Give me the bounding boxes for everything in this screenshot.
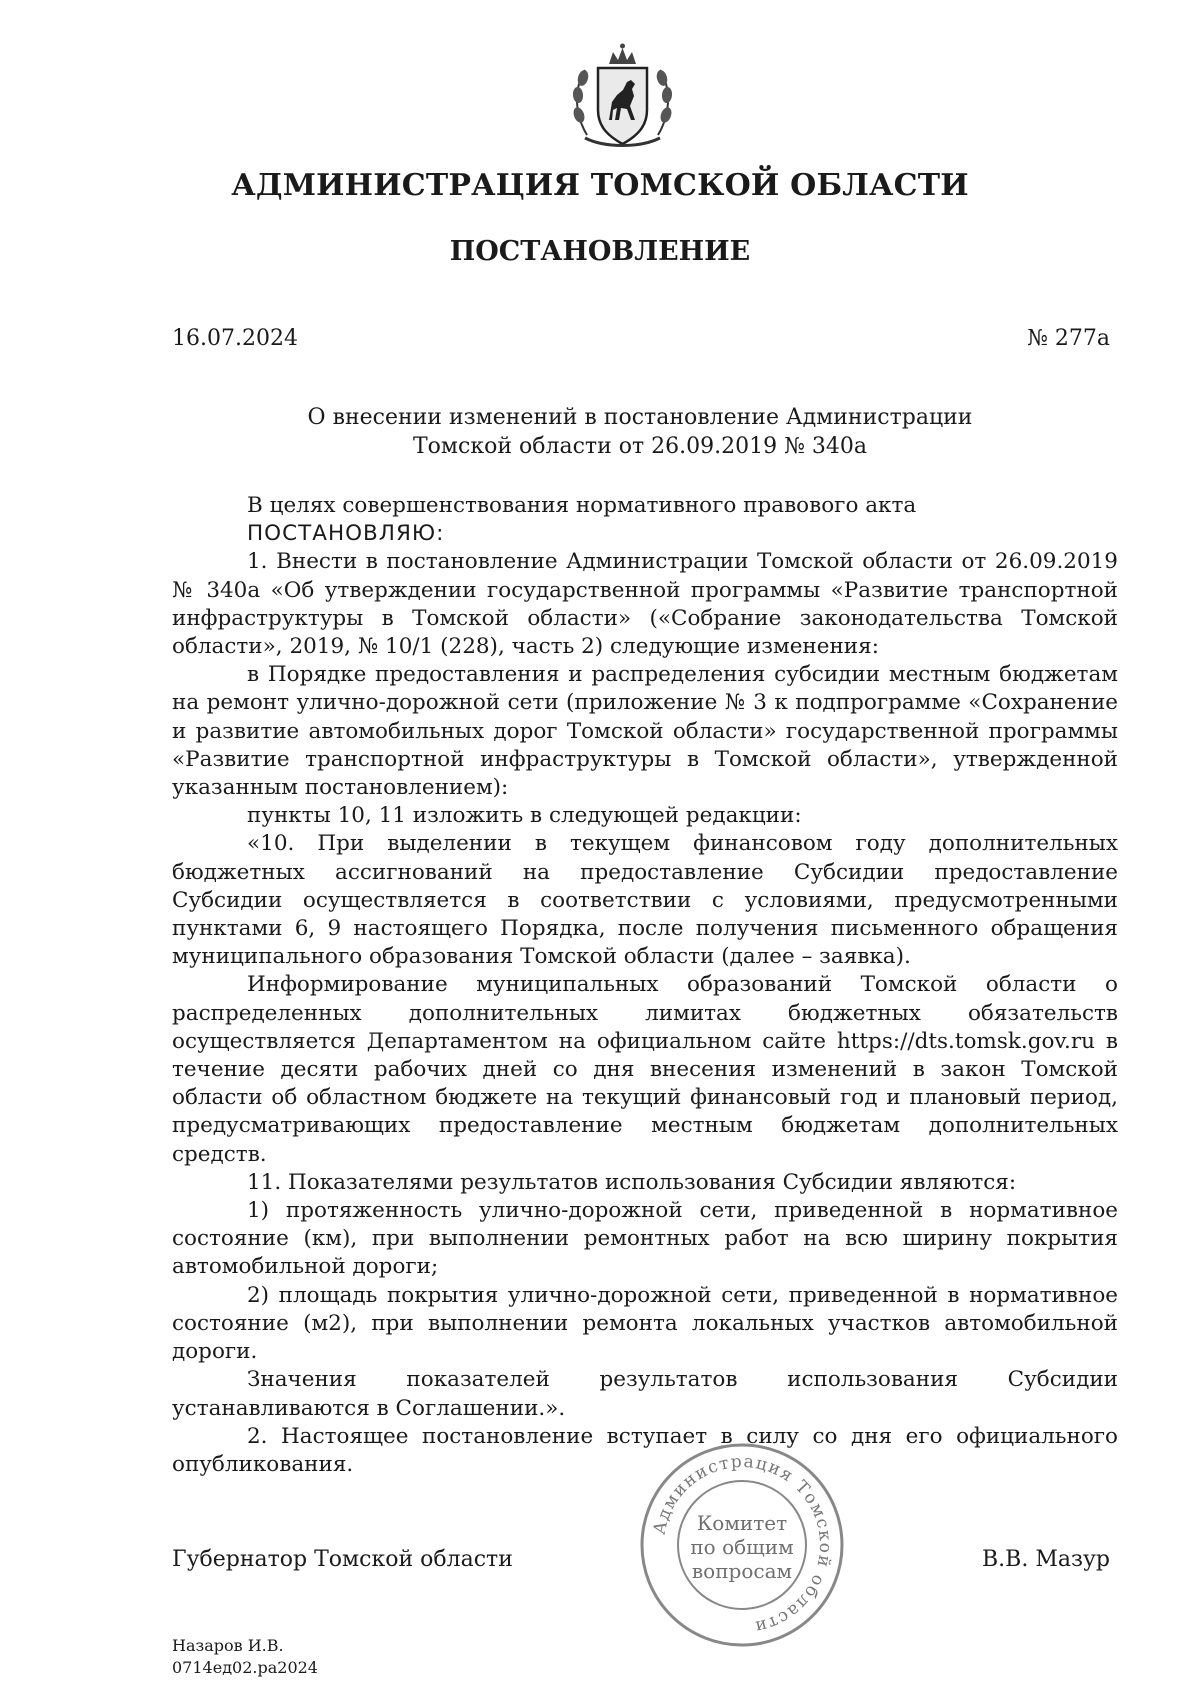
paragraph-7: 1) протяженность улично-дорожной сети, приведенной в нормативное состояние (км), при выполнении ремонтных работ на всю ширину покрытия автомобильной дороги;: [172, 1198, 1118, 1280]
decree-word: ПОСТАНОВЛЯЮ:: [247, 521, 445, 547]
document-title-line-2: Томской области от 26.09.2019 № 340а: [412, 434, 868, 459]
executor-code: 0714ед02.ра2024: [172, 1658, 318, 1677]
stamp-ring-text: Администрация Томской области: [649, 1451, 836, 1638]
paragraph-4: «10. При выделении в текущем финансовом году дополнительных бюджетных ассигнований на предоставление Субсидии предоставление Субсидии осуществляется в соответствии с условиями, предусмотренными пунктами 6, 9 настоящего Порядка, после получения письменного обращения муниципального образования Томской области (далее – заявка).: [172, 831, 1118, 970]
tomsk-coat-of-arms-icon: [565, 40, 680, 155]
paragraph-9: Значения показателей результатов использования Субсидии устанавливаются в Соглашении.».: [172, 1367, 1118, 1421]
document-number: № 277а: [1027, 326, 1110, 351]
document-body: [172, 492, 1118, 1479]
preamble-paragraph: В целях совершенствования нормативного правового акта: [247, 493, 917, 518]
document-type-heading: ПОСТАНОВЛЕНИЕ: [449, 236, 751, 267]
stamp-center-line-3: вопросам: [691, 1559, 793, 1583]
paragraph-5: Информирование муниципальных образований Томской области о распределенных дополнительных лимитах бюджетных обязательств осуществляется Департаментом на официальном сайте https://dts.tomsk.gov.ru в течение десяти рабочих дней со дня внесения изменений в закон Томской области об областном бюджете на текущий финансовый год и плановый период, предусматривающих предоставление местным бюджетам дополнительных средств.: [172, 972, 1118, 1167]
paragraph-6: 11. Показателями результатов использования Субсидии являются:: [247, 1169, 1017, 1195]
signatory-name: В.В. Мазур: [982, 1547, 1110, 1572]
signatory-title: Губернатор Томской области: [172, 1547, 513, 1572]
official-stamp: [637, 1440, 847, 1650]
paragraph-2: в Порядке предоставления и распределения субсидии местным бюджетам на ремонт улично-дорожной сети (приложение № 3 к подпрограмме «Сохранение и развитие автомобильных дорог Томской области» государственной программы «Развитие транспортной инфраструктуры в Томской области», утвержденной указанным постановлением):: [172, 662, 1118, 801]
organization-heading: АДМИНИСТРАЦИЯ ТОМСКОЙ ОБЛАСТИ: [231, 168, 969, 203]
document-title-line-1: О внесении изменений в постановление Администрации: [307, 405, 973, 430]
stamp-center-line-1: Комитет: [696, 1511, 788, 1535]
paragraph-10: 2. Настоящее постановление вступает в силу со дня его официального опубликования.: [172, 1423, 1118, 1477]
document-date: 16.07.2024: [172, 326, 298, 351]
stamp-center-line-2: по общим: [690, 1535, 794, 1559]
executor-block: [172, 1635, 318, 1679]
executor-name: Назаров И.В.: [172, 1636, 284, 1655]
paragraph-1: 1. Внести в постановление Администрации Томской области от 26.09.2019 № 340а «Об утверждении государственной программы «Развитие транспортной инфраструктуры в Томской области» («Собрание законодательства Томской области», 2019, № 10/1 (228), часть 2) следующие изменения:: [172, 549, 1118, 660]
paragraph-8: 2) площадь покрытия улично-дорожной сети, приведенной в нормативное состояние (м2), при выполнении ремонта локальных участков автомобильной дороги.: [172, 1282, 1118, 1365]
document-title: [160, 403, 1120, 461]
paragraph-3: пункты 10, 11 изложить в следующей редакции:: [247, 803, 802, 829]
